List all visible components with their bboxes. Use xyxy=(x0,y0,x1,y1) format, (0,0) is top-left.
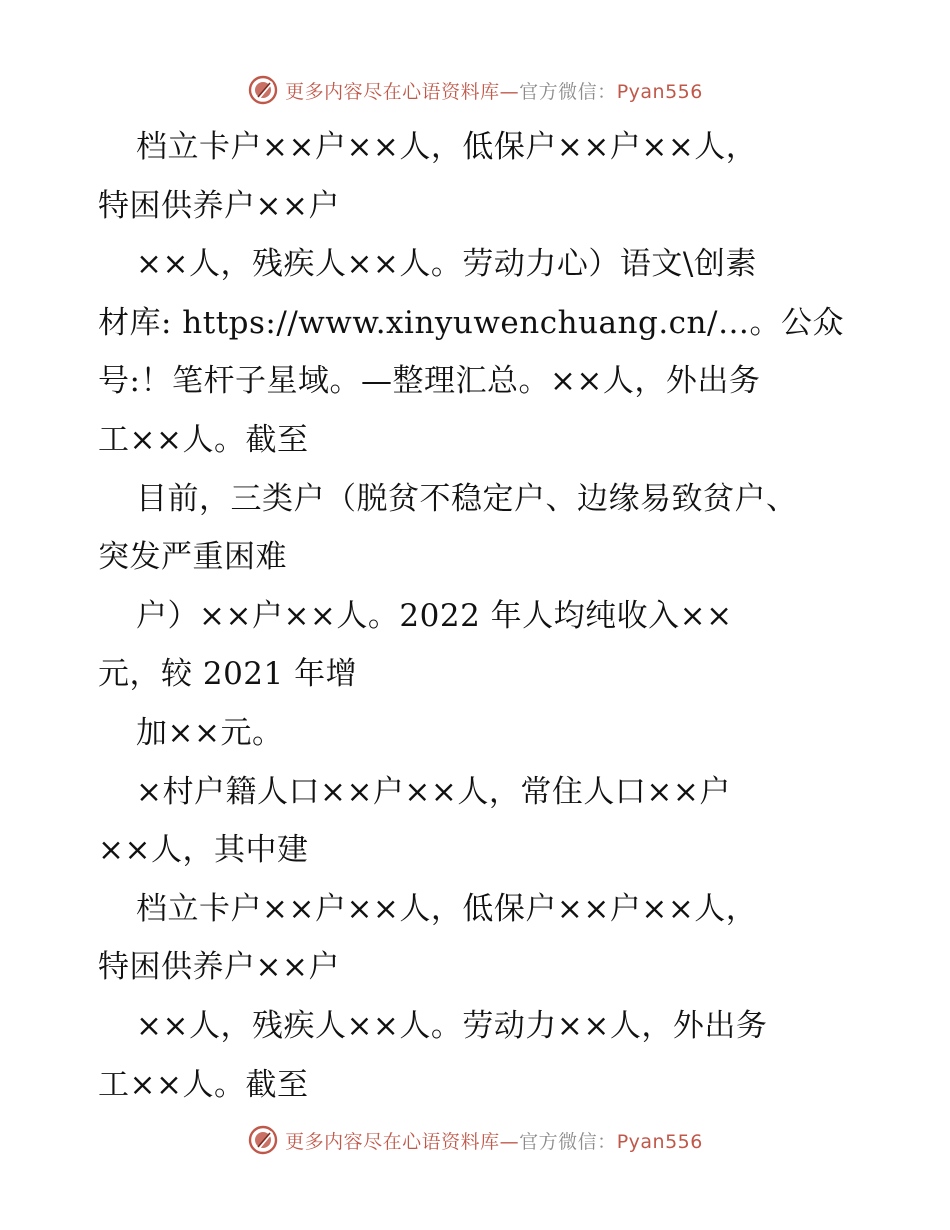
wechat-id: Pyan556 xyxy=(616,80,703,103)
text-line: 档立卡户××户××人，低保户××户××人， xyxy=(136,890,758,927)
text-line: 目前，三类户（脱贫不稳定户、边缘易致贫户、 xyxy=(136,480,798,517)
text-line: 加××元。 xyxy=(136,714,284,751)
library-slogan: 更多内容尽在心语资料库— xyxy=(285,80,520,103)
text-line: 突发严重困难 xyxy=(98,539,287,576)
wechat-label: 官方微信： xyxy=(519,1130,617,1153)
text-line: 特困供养户××户 xyxy=(98,949,340,986)
wechat-label: 官方微信： xyxy=(519,80,617,103)
text-line: 工××人。截至 xyxy=(98,421,309,458)
wechat-id: Pyan556 xyxy=(616,1130,703,1153)
text-line: 户）××户××人。2022 年人均纯收入×× xyxy=(136,597,733,634)
footer-watermark-text xyxy=(285,1127,703,1154)
text-line: 元，较 2021 年增 xyxy=(98,656,358,693)
text-line: ××人，残疾人××人。劳动力心）语文\创素 xyxy=(136,246,757,283)
text-line: 号:！笔杆子星域。—整理汇总。××人，外出务 xyxy=(98,363,761,400)
library-slogan: 更多内容尽在心语资料库— xyxy=(285,1130,520,1153)
text-line: ××人，其中建 xyxy=(98,832,309,869)
quill-logo-icon xyxy=(247,74,279,106)
header-watermark-text xyxy=(285,77,703,104)
text-line: 档立卡户××户××人，低保户××户××人， xyxy=(136,129,758,165)
footer-watermark xyxy=(0,1120,950,1160)
quill-logo-icon xyxy=(247,1124,279,1156)
text-line: 材库: https://www.xinyuwenchuang.cn/…。公众 xyxy=(98,304,844,341)
text-line: ××人，残疾人××人。劳动力××人，外出务 xyxy=(136,1007,768,1044)
header-watermark xyxy=(0,70,950,110)
text-line: ×村户籍人口××户××人，常住人口××户 xyxy=(136,773,731,810)
document-body xyxy=(98,118,858,1114)
text-line: 工××人。截至 xyxy=(98,1066,309,1103)
text-line: 特困供养户××户 xyxy=(98,187,340,224)
